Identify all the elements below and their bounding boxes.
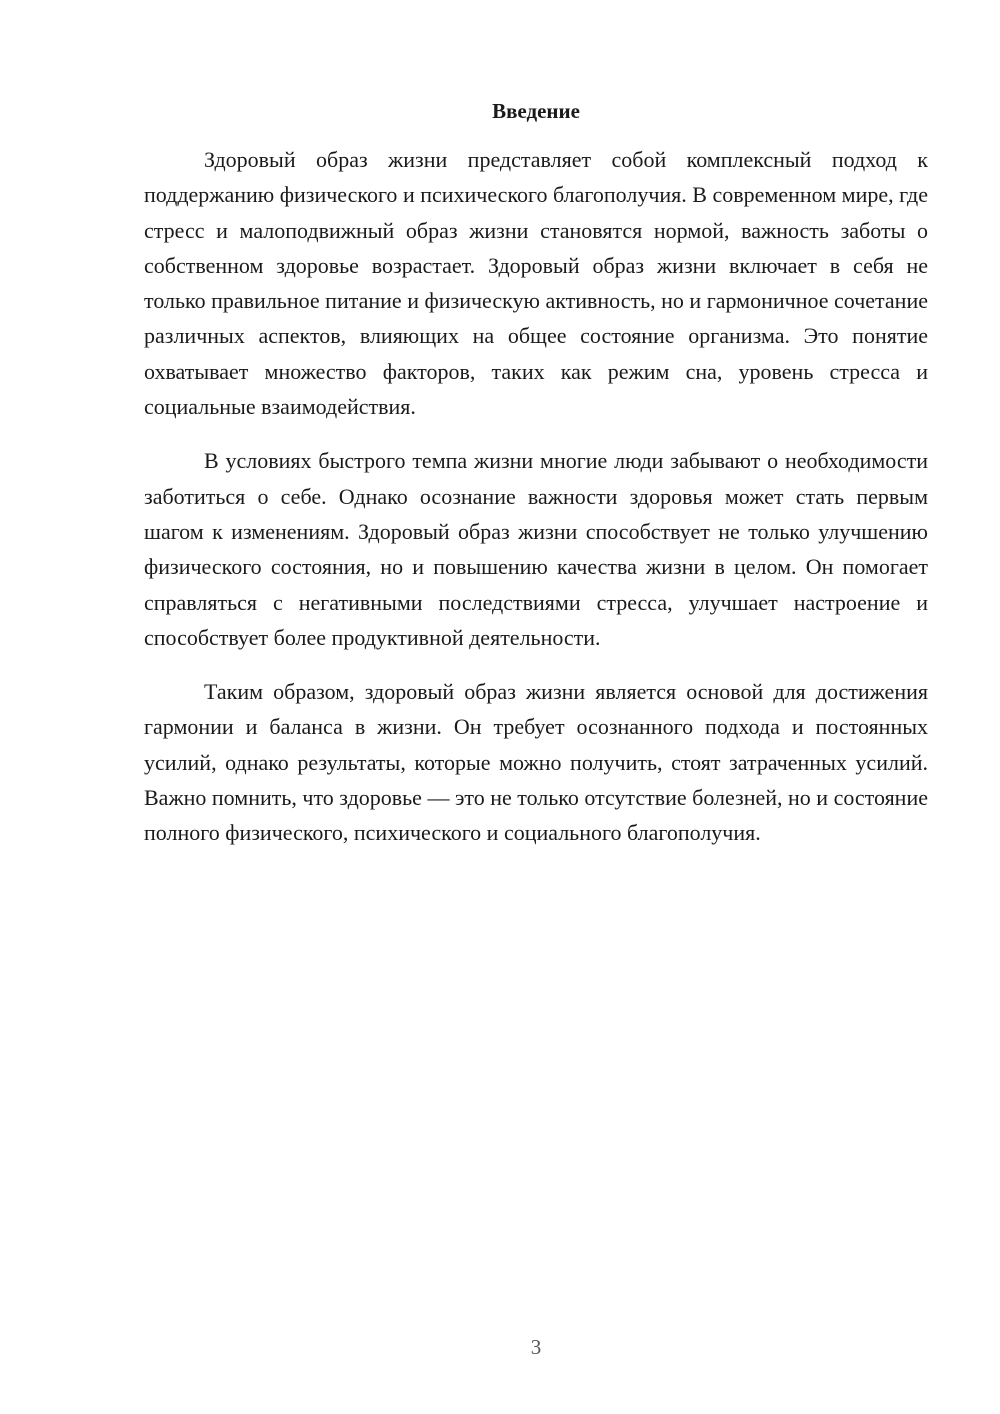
paragraph-3: Таким образом, здоровый образ жизни является основой для достижения гармонии и баланса в жизни. Он требует осознанного подхода и постоянных усилий, однако результаты, которые можно получить, стоят затраченных усилий. Важно помнить, что здоровье — это не только отсутствие болезней, но и состояние полного физического, психического и социального благополучия.: [144, 679, 928, 846]
document-body: [144, 96, 928, 870]
page-number: 3: [530, 1335, 542, 1359]
paragraph-2: В условиях быстрого темпа жизни многие люди забывают о необходимости заботиться о себе. Однако осознание важности здоровья может стать первым шагом к изменениям. Здоровый образ жизни способствует не только улучшению физического состояния, но и повышению качества жизни в целом. Он помогает справляться с негативными последствиями стресса, улучшает настроение и способствует более продуктивной деятельности.: [144, 448, 928, 650]
paragraph-1: Здоровый образ жизни представляет собой комплексный подход к поддержанию физического и психического благополучия. В современном мире, где стресс и малоподвижный образ жизни становятся нормой, важность заботы о собственном здоровье возрастает. Здоровый образ жизни включает в себя не только правильное питание и физическую активность, но и гармоничное сочетание различных аспектов, влияющих на общее состояние организма. Это понятие охватывает множество факторов, таких как режим сна, уровень стресса и социальные взаимодействия.: [144, 147, 928, 420]
section-heading: Введение: [492, 99, 580, 123]
